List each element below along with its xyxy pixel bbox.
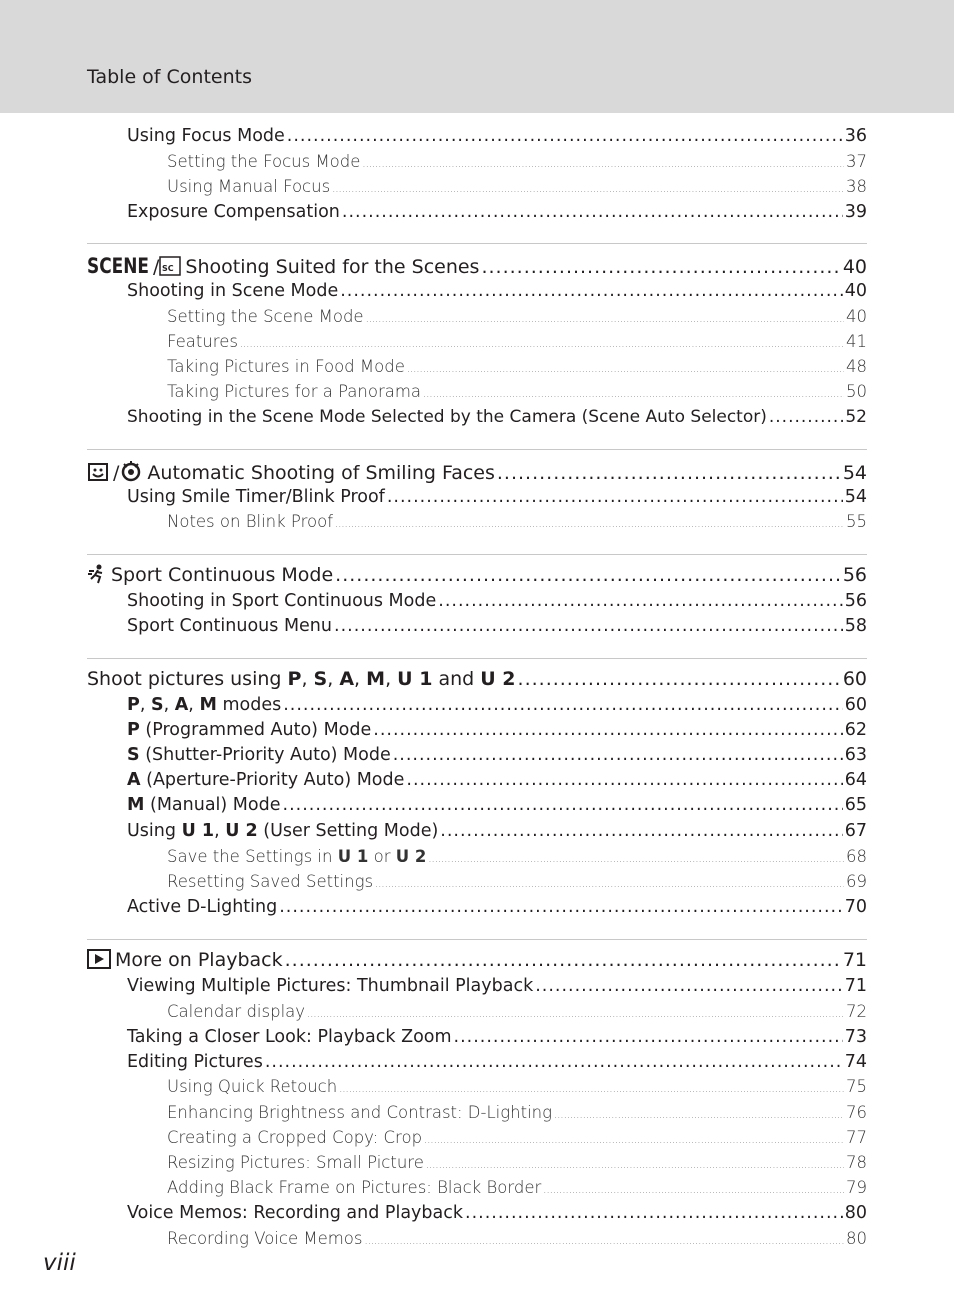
toc-entry-title: Taking Pictures for a Panorama: [167, 382, 422, 401]
scene-icon: [87, 254, 149, 276]
toc-section-heading[interactable]: [87, 564, 867, 586]
toc-entry[interactable]: [127, 487, 867, 507]
blink-proof-icon: [119, 460, 143, 482]
mode-u2-icon: U 2: [225, 821, 258, 841]
toc-section-heading[interactable]: / Automatic Shooting of Smiling Faces ..... 54: [87, 460, 867, 484]
toc-entry[interactable]: [127, 591, 867, 611]
section-divider: [87, 243, 867, 244]
section-divider: [87, 449, 867, 450]
toc-entry-title: Exposure Compensation: [127, 202, 340, 222]
toc-entry-title: (Shutter-Priority Auto) Mode: [145, 745, 391, 765]
toc-entry-title: Adding Black Frame on Pictures: Black Border: [167, 1178, 542, 1197]
toc-entry-title: Voice Memos: Recording and Playback: [127, 1203, 463, 1223]
toc-entry-page: 56: [842, 564, 867, 586]
toc-entry-title: Resetting Saved Settings: [167, 872, 374, 891]
toc-entry-title: Sport Continuous Menu: [127, 616, 332, 636]
toc-entry-title: Using Smile Timer/Blink Proof: [127, 487, 385, 507]
toc-entry-page: 78: [846, 1153, 867, 1172]
toc-entry-title: Shooting Suited for the Scenes: [185, 256, 480, 278]
toc-entry[interactable]: [127, 897, 867, 917]
toc-subentry[interactable]: [167, 1077, 867, 1096]
toc-entry[interactable]: [127, 976, 867, 996]
toc-entry-page: 70: [844, 897, 867, 917]
toc-entry-page: 79: [846, 1178, 867, 1197]
smile-timer-icon: [87, 462, 109, 482]
toc-entry-page: 56: [844, 591, 867, 611]
toc-entry-title: (Aperture-Priority Auto) Mode: [146, 770, 405, 790]
toc-subentry[interactable]: Save the Settings in U 1 or U 2 ..... 68: [167, 847, 867, 866]
toc-entry-title: Creating a Cropped Copy: Crop: [167, 1128, 423, 1147]
toc-entry-title: Using Quick Retouch: [167, 1077, 338, 1096]
toc-entry-title: Features: [167, 332, 238, 351]
toc-entry[interactable]: [127, 1052, 867, 1072]
mode-a-icon: A: [339, 668, 355, 690]
page-header-band: [0, 0, 954, 113]
toc-entry-title: Viewing Multiple Pictures: Thumbnail Playback: [127, 976, 534, 996]
toc-entry-title: (Manual) Mode: [150, 795, 281, 815]
toc-entry-page: 62: [844, 720, 867, 740]
toc-entry-title: Recording Voice Memos: [167, 1229, 363, 1248]
toc-entry-title: Sport Continuous Mode: [111, 564, 334, 586]
toc-subentry[interactable]: [167, 382, 867, 401]
toc-entry-title: Notes on Blink Proof: [167, 512, 334, 531]
toc-entry-title: Taking Pictures in Food Mode: [167, 357, 405, 376]
toc-entry-page: 71: [844, 976, 867, 996]
toc-entry-page: 71: [842, 949, 867, 971]
toc-entry[interactable]: P, S, A, M modes ..... 60: [127, 695, 867, 715]
toc-entry[interactable]: [127, 720, 867, 740]
toc-entry-page: 69: [846, 872, 867, 891]
toc-entry-title: Shoot pictures using: [87, 668, 282, 690]
toc-entry-page: 40: [842, 256, 867, 278]
mode-s-icon: S: [313, 668, 328, 690]
section-divider: [87, 554, 867, 555]
toc-entry-page: 63: [844, 745, 867, 765]
toc-entry-title: Using: [127, 821, 176, 841]
mode-u1-icon: U 1: [337, 847, 369, 866]
toc-entry-page: 50: [846, 382, 867, 401]
toc-entry-title: (Programmed Auto) Mode: [145, 720, 372, 740]
svg-text:SCENE: SCENE: [87, 254, 149, 276]
mode-p-icon: P: [127, 695, 140, 715]
toc-entry-title: Resizing Pictures: Small Picture: [167, 1153, 424, 1172]
toc-subentry[interactable]: [167, 357, 867, 376]
mode-a-icon: A: [174, 695, 189, 715]
toc-entry-title: Editing Pictures: [127, 1052, 263, 1072]
toc-entry[interactable]: [127, 1203, 867, 1223]
toc-entry-page: 80: [844, 1203, 867, 1223]
toc-subentry[interactable]: [167, 1153, 867, 1172]
toc-entry[interactable]: [127, 1027, 867, 1047]
toc-entry-page: 75: [846, 1077, 867, 1096]
toc-entry-page: 73: [844, 1027, 867, 1047]
svg-text:SC: SC: [162, 264, 175, 273]
toc-entry-title: Enhancing Brightness and Contrast: D-Lighting: [167, 1103, 553, 1122]
mode-p-icon: P: [287, 668, 302, 690]
toc-subentry[interactable]: [167, 1128, 867, 1147]
toc-entry-page: 48: [846, 357, 867, 376]
toc-entry-page: 68: [846, 847, 867, 866]
toc-entry-page: 72: [846, 1002, 867, 1021]
toc-entry-title: Calendar display: [167, 1002, 306, 1021]
section-divider: [87, 658, 867, 659]
toc-entry-title: Shooting in Scene Mode: [127, 281, 339, 301]
toc-entry-page: 80: [846, 1229, 867, 1248]
toc-entry-title: Setting the Focus Mode: [167, 152, 361, 171]
toc-subentry[interactable]: [167, 1229, 867, 1248]
playback-icon: [87, 949, 111, 969]
toc-subentry[interactable]: [167, 307, 867, 326]
toc-entry-page: 52: [845, 407, 867, 427]
sport-continuous-icon: [87, 564, 107, 584]
section-divider: [87, 939, 867, 940]
toc-entry-title: Shooting in the Scene Mode Selected by the Camera (Scene Auto Selector): [127, 407, 767, 427]
toc-entry-page: 67: [844, 821, 867, 841]
toc-entry-page: 64: [844, 770, 867, 790]
toc-entry-page: 41: [846, 332, 867, 351]
toc-entry-title: Automatic Shooting of Smiling Faces: [147, 462, 495, 484]
toc-entry[interactable]: [127, 770, 867, 790]
mode-u2-icon: U 2: [395, 847, 427, 866]
toc-entry-page: 76: [846, 1103, 867, 1122]
toc-entry[interactable]: Using U 1, U 2 (User Setting Mode) ..... 67: [127, 821, 867, 841]
toc-entry-title: Using Focus Mode: [127, 126, 285, 146]
toc-entry-page: 74: [844, 1052, 867, 1072]
toc-entry[interactable]: [127, 126, 867, 146]
mode-u1-icon: U 1: [181, 821, 215, 841]
toc-entry-page: 54: [842, 462, 867, 484]
toc-entry[interactable]: [127, 616, 867, 636]
mode-m-icon: M: [366, 668, 386, 690]
toc-section-heading[interactable]: SCENE / SC Shooting Suited for the Scenes ..... 40: [87, 254, 867, 278]
toc-entry-page: 77: [846, 1128, 867, 1147]
toc-entry[interactable]: [127, 281, 867, 301]
toc-entry-page: 39: [844, 202, 867, 222]
toc-entry-page: 60: [844, 695, 867, 715]
toc-subentry[interactable]: [167, 1103, 867, 1122]
toc-entry-title: Shooting in Sport Continuous Mode: [127, 591, 437, 611]
mode-a-icon: A: [127, 770, 141, 790]
mode-s-icon: S: [150, 695, 164, 715]
toc-subentry[interactable]: [167, 332, 867, 351]
scene-auto-selector-icon: [159, 256, 181, 276]
toc-entry-page: 54: [844, 487, 867, 507]
header-title: Table of Contents: [87, 66, 252, 88]
toc-entry[interactable]: [127, 795, 867, 815]
toc-entry-title: More on Playback: [115, 949, 283, 971]
toc-entry-page: 36: [844, 126, 867, 146]
toc-entry-page: 40: [846, 307, 867, 326]
toc-entry-page: 40: [844, 281, 867, 301]
toc-entry-page: 60: [842, 668, 867, 690]
toc-entry[interactable]: [127, 745, 867, 765]
toc-section-heading[interactable]: Shoot pictures using P, S, A, M, U 1 and U 2 ..... 60: [87, 668, 867, 690]
mode-m-icon: M: [199, 695, 217, 715]
mode-p-icon: P: [127, 720, 140, 740]
toc-subentry[interactable]: [167, 872, 867, 891]
toc-entry-title: Using Manual Focus: [167, 177, 331, 196]
mode-s-icon: S: [127, 745, 140, 765]
toc-subentry[interactable]: [167, 152, 867, 171]
toc-entry-page: 37: [846, 152, 867, 171]
toc-entry-page: 55: [846, 512, 867, 531]
mode-u2-icon: U 2: [480, 668, 516, 690]
toc-entry-title: modes: [222, 695, 282, 715]
toc-subentry[interactable]: [167, 512, 867, 531]
page-number: viii: [43, 1250, 76, 1276]
toc-entry[interactable]: [127, 407, 867, 427]
toc-entry[interactable]: [127, 202, 867, 222]
toc-subentry[interactable]: [167, 177, 867, 196]
toc-entry-title: Taking a Closer Look: Playback Zoom: [127, 1027, 452, 1047]
mode-m-icon: M: [127, 795, 145, 815]
toc-subentry[interactable]: [167, 1002, 867, 1021]
toc-entry-page: 38: [846, 177, 867, 196]
toc-entry-page: 58: [844, 616, 867, 636]
toc-subentry[interactable]: [167, 1178, 867, 1197]
mode-u1-icon: U 1: [397, 668, 433, 690]
toc-entry-title: Setting the Scene Mode: [167, 307, 364, 326]
toc-entry-page: 65: [844, 795, 867, 815]
toc-section-heading[interactable]: [87, 949, 867, 971]
toc-entry-title: Active D-Lighting: [127, 897, 278, 917]
toc-entry-title: Save the Settings in: [167, 847, 333, 866]
